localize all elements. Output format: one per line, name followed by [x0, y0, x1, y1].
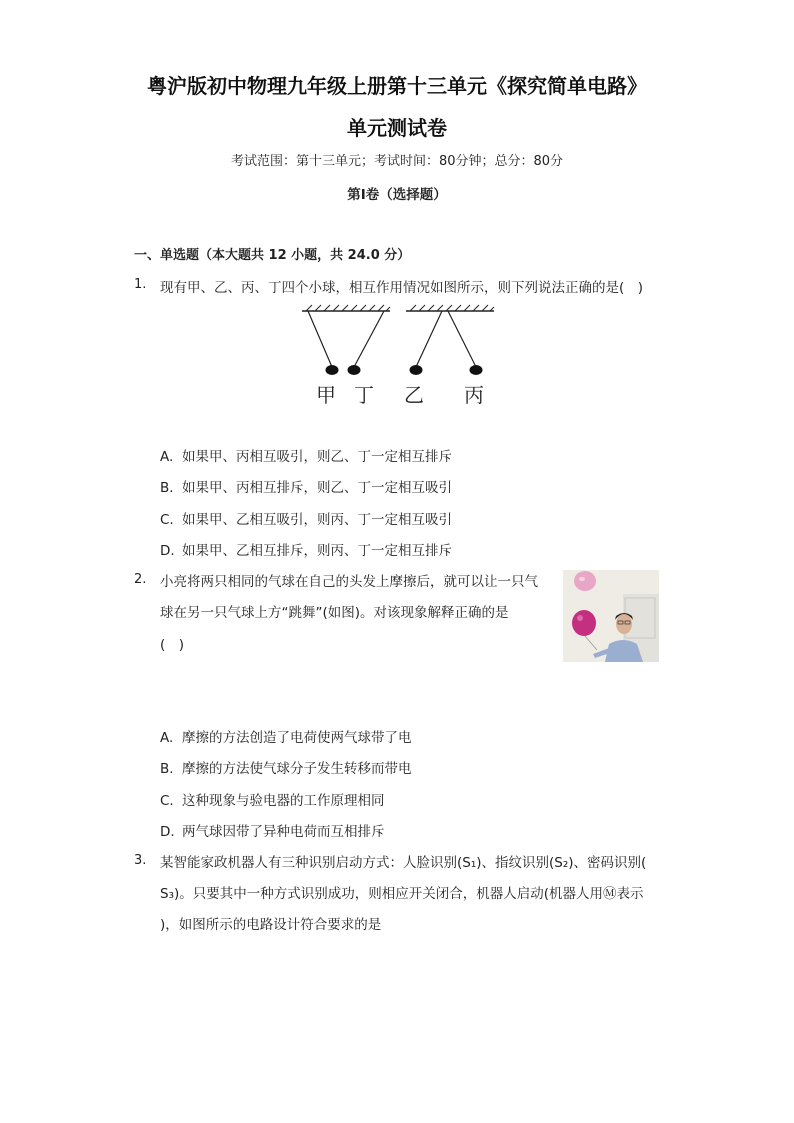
- option-text: 摩擦的方法创造了电荷使两气球带了电: [182, 730, 412, 746]
- option-a[interactable]: [160, 726, 412, 746]
- page-title: 粤沪版初中物理九年级上册第十三单元《探究简单电路》: [147, 74, 647, 98]
- option-text: 这种现象与验电器的工作原理相同: [182, 793, 385, 809]
- option-text: 如果甲、丙相互吸引，则乙、丁一定相互排斥: [182, 449, 452, 465]
- string-jia: [308, 311, 332, 367]
- ball-ding: [348, 365, 361, 375]
- option-label: D.: [160, 824, 175, 840]
- question-stem-line1: 小亮将两只相同的气球在自己的头发上摩擦后，就可以让一只气: [160, 574, 538, 590]
- section-heading: 一、单选题（本大题共 12 小题，共 24.0 分）: [134, 248, 411, 263]
- option-label: A.: [160, 730, 174, 746]
- ball-yi: [410, 365, 423, 375]
- question-stem-line3: ( ): [160, 637, 185, 653]
- exam-info: 考试范围：第十三单元；考试时间：80分钟；总分：80分: [230, 154, 564, 169]
- label-bing: 丙: [464, 383, 484, 407]
- ceiling-left: [302, 305, 390, 311]
- question-number: 3.: [134, 853, 147, 868]
- balloon-photo-illustration: [563, 570, 659, 662]
- question-stem: 现有甲、乙、丙、丁四个小球，相互作用情况如图所示，则下列说法正确的是( ): [160, 280, 644, 296]
- option-text: 两气球因带了异种电荷而互相排斥: [182, 824, 385, 840]
- ball-interaction-figure: [298, 303, 498, 408]
- option-label: B.: [160, 480, 174, 496]
- question-number: 1.: [134, 277, 147, 292]
- option-text: 摩擦的方法使气球分子发生转移而带电: [182, 761, 412, 777]
- string-bing: [448, 311, 476, 367]
- string-yi: [416, 311, 442, 367]
- ball-jia: [326, 365, 339, 375]
- option-label: A.: [160, 449, 174, 465]
- ball-bing: [470, 365, 483, 375]
- question-stem-line3: )，如图所示的电路设计符合要求的是: [160, 917, 382, 933]
- option-d[interactable]: [160, 539, 452, 559]
- option-label: C.: [160, 793, 174, 809]
- page-title-line2: 单元测试卷: [347, 116, 447, 140]
- string-ding: [354, 311, 384, 367]
- label-jia: 甲: [316, 383, 336, 407]
- option-d[interactable]: [160, 820, 385, 840]
- option-b[interactable]: [160, 476, 452, 496]
- option-c[interactable]: [160, 789, 385, 809]
- option-label: C.: [160, 512, 174, 528]
- question-stem-line1: 某智能家政机器人有三种识别启动方式：人脸识别(S₁)、指纹识别(S₂)、密码识别(: [160, 855, 647, 871]
- option-label: B.: [160, 761, 174, 777]
- option-text: 如果甲、乙相互排斥，则丙、丁一定相互排斥: [182, 543, 452, 559]
- label-yi: 乙: [404, 383, 424, 407]
- option-a[interactable]: [160, 445, 452, 465]
- question-stem-line2: S₃)。只要其中一种方式识别成功，则相应开关闭合，机器人启动(机器人用Ⓜ表示: [160, 886, 644, 902]
- balloon-photo: [563, 570, 659, 662]
- question-stem-line2: 球在另一只气球上方“跳舞”(如图)。对该现象解释正确的是: [160, 605, 509, 621]
- ceiling-right: [406, 305, 494, 311]
- option-text: 如果甲、乙相互吸引，则丙、丁一定相互吸引: [182, 512, 452, 528]
- question-number: 2.: [134, 572, 147, 587]
- option-c[interactable]: [160, 508, 452, 528]
- volume-heading: 第Ⅰ卷（选择题）: [347, 187, 447, 203]
- option-label: D.: [160, 543, 175, 559]
- option-b[interactable]: [160, 757, 412, 777]
- option-text: 如果甲、丙相互排斥，则乙、丁一定相互吸引: [182, 480, 452, 496]
- label-ding: 丁: [354, 383, 374, 407]
